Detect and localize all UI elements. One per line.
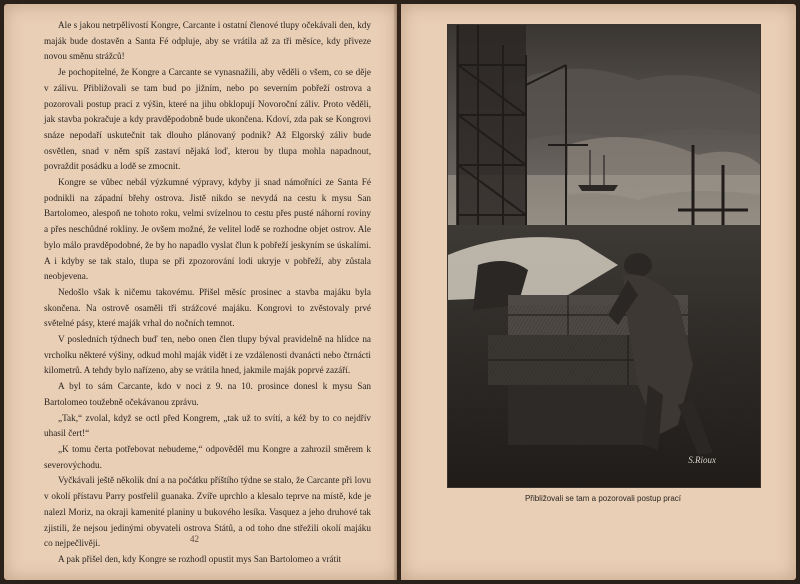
paragraph-4: Nedošlo však k ničemu takovému. Přišel měsíc prosinec a stavba majáku byla skončena. Na ostrově osaměli tři strážcové majáku. Kongrovi to zvěstovaly prvé světelné pásy, které maják vrhal do nočních temnot.: [44, 286, 371, 329]
paragraph-6: A byl to sám Carcante, kdo v noci z 9. na 10. prosince donesl k mysu San Bartolomeo toužebně očekávanou zprávu.: [44, 381, 371, 407]
illustrator-signature: S.Rioux: [688, 455, 716, 465]
paragraph-1: Ale s jakou netrpělivostí Kongre, Carcante i ostatní členové tlupy očekávali den, kdy maják bude dostavěn a Santa Fé odpluje, aby se vrátila až za tři měsíce, kdy přiveze novou směnu strážců!: [44, 20, 371, 62]
paragraph-10: A pak přišel den, kdy Kongre se rozhodl opustit mys San Bartolomeo a vrátit: [58, 553, 342, 564]
left-page-text: [44, 18, 371, 568]
left-page: [4, 4, 397, 580]
engraving-illustration: [447, 24, 761, 488]
page-number: 42: [190, 534, 199, 544]
paragraph-5: V posledních týdnech buď ten, nebo onen člen tlupy býval pravidelně na hlídce na vrcholku některé výšiny, odkud mohl maják vidět i ze vzdálenosti dvanácti nebo čtrnácti kilometrů. A tehdy bylo nařízeno, aby se vrátila hned, jakmile maják poprvé zazáří.: [44, 334, 371, 376]
right-page: [401, 4, 796, 580]
engraving-svg: [448, 25, 760, 487]
paragraph-7: „Tak,“ zvolal, když se octl před Kongrem, „tak už to svítí, a kéž by to co nejdřív uhasil čert!“: [44, 412, 371, 439]
paragraph-9: Vyčkávali ještě několik dní a na počátku příštího týdne se stalo, že Carcante při lovu v okolí přístavu Parry postřelil guanaka. Zvíře uprchlo a klesalo teprve na místě, kde je nalezl Moriz, na okraji kamenité planiny u bukového lesíka. Vasquez a jeho druhové tak zjistili, že nejsou jedinými obyvateli ostrova Států, a od toho dne střežili okolí majáku co nejpečlivěji.: [44, 475, 371, 549]
paragraph-2: Je pochopitelné, že Kongre a Carcante se vynasnažili, aby věděli o všem, co se děje v zálivu. Přibližovali se tam bud po jižním, nebo po severním pobřeží ostrova a pozorovali postup prací z výšin, které na jihu obklopují Novoroční záliv. Proto věděli, jak stavba pokračuje a kdy pravděpodobně bude ukončena. Kdoví, zda pak se Kongrovi snáze nepodaří uskutečnit tak dlouho plánovaný podnik? Až Elgorský záliv bude osvětlen, snad v něm spíš zastaví nějaká loď, kterou by tlupa mohla napadnout, povraždit posádku a lodě se zmocnit.: [44, 67, 371, 172]
illustration-caption: Přibližovali se tam a pozorovali postup prací: [524, 494, 682, 503]
ship-hull: [578, 185, 618, 191]
paragraph-8: „K tomu čerta potřebovat nebudeme,“ odpověděl mu Kongre a zahrozil směrem k severovýchodu.: [44, 443, 371, 470]
paragraph-3: Kongre se vůbec nebál výzkumné výpravy, kdyby ji snad námořníci ze Santa Fé podnikli na západní břehy ostrova. Jistě nikdo se nevydá na cestu k mysu San Bartolomeo, alespoň ne tohoto roku, velmi svízelnou to cestu přes pusté náhorní roviny a přes neschůdné rokliny. Je ovšem možné, že velitel lodě se rozhodne objet ostrov. Ale bylo málo pravděpodobné, že by ho napadlo vyslat člun k pobřeží jeskyním se úskalími. A i kdyby se tak stalo, tlupa se při zpozorování lodi ukryje v pobřeží, aby zůstala neobjevena.: [44, 177, 371, 282]
